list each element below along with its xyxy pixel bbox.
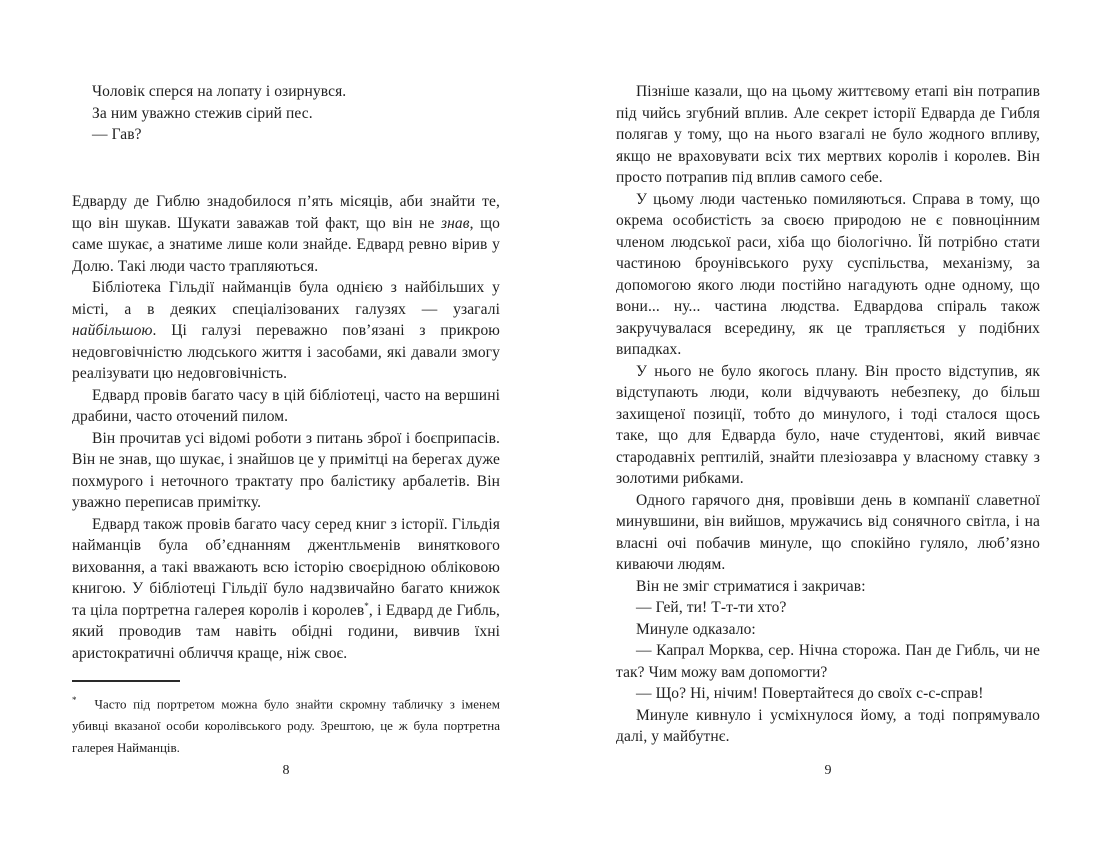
text-run: Едвард провів багато часу в цій бібліотеці, часто на вершині драбини, часто оточений пилом. (72, 386, 500, 425)
text-run: Пізніше казали, що на цьому життєвому етапі він потрапив під чийсь згубний вплив. Але секрет історії Едварда де Гибля полягав у тому, що на нього взагалі не було жодного впливу, якщо не враховувати всіх тих мертвих королів і королев. Він просто потрапив під вплив самого себе. (616, 83, 1040, 186)
text-run: — Гей, ти! Т-т-ти хто? (636, 599, 787, 616)
paragraph (616, 683, 1040, 705)
paragraph (616, 361, 1040, 490)
paragraph (72, 514, 500, 665)
paragraph (72, 191, 500, 277)
text-run: Він не зміг стриматися і закричав: (636, 577, 866, 595)
text-run: Бібліотека Гільдії найманців була однією з найбільших у місті, а в деяких спеціалізованих галузях — узагалі (72, 279, 500, 318)
text-run: Він прочитав усі відомі роботи з питань зброї і боєприпасів. Він не знав, що шукає, і знайшов це у примітці на берегах дуже похмурого і неточного трактату про балістику арбалетів. Він уважно переписав примітку. (72, 429, 500, 511)
text-run: , що саме шукає, а знатиме лише коли знайде. Едвард ревно вірив у Долю. Такі люди часто трапляються. (72, 214, 500, 275)
footnote-reference: * (364, 600, 369, 611)
text-run: За ним уважно стежив сірий пес. (92, 104, 313, 122)
paragraph (616, 81, 1040, 189)
paragraph (616, 705, 1040, 748)
text-run: Чоловік сперся на лопату і озирнувся. (92, 83, 347, 100)
text-run: У цьому люди частенько помиляються. Справа в тому, що окрема особистість за своєю природою не є повноцінним членом людської раси, хіба що біологічно. Їй потрібно стати частиною броунівського руху суспільства, механізму, за допомогою якого люди постійно нагадують одне одному, що вони... ну... частина людства. Едвардова спіраль також закручувалася всередину, як це трапляється у подібних випадках. (616, 190, 1040, 358)
page-number-left: 8 (282, 763, 290, 778)
text-run: — Капрал Морква, сер. Нічна сторожа. Пан де Гибль, чи не так? Чим можу вам допомогти? (616, 642, 1040, 681)
footnote-body: Часто під портретом можна було знайти скромну табличку з іменем убивці вказаної особи королівського роду. Зрештою, це ж була портретна галерея Найманців. (72, 696, 500, 756)
text-run: Минуле одказало: (636, 620, 756, 638)
opening-line (72, 81, 500, 103)
footnote (72, 680, 500, 759)
page-left (72, 0, 500, 850)
text-run: . Ці галузі переважно пов’язані з прикрою недовговічністю людського життя і засобами, які давали змогу реалізувати цю недовговічність. (72, 322, 500, 382)
page-right-body (616, 81, 1040, 748)
paragraph (72, 277, 500, 385)
footnote-marker: * (72, 695, 77, 705)
italic-text: знав (440, 214, 470, 232)
opening-lines (72, 81, 500, 146)
paragraph (616, 576, 1040, 598)
text-run: , і Едвард де Гибль, який проводив там навіть обідні години, вивчив їхні аристократичні обличчя краще, ніж своє. (72, 601, 500, 662)
text-run: У нього не було якогось плану. Він просто відступив, як відступають люди, коли відчувають небезпеку, до більш захищеної позиції, тобто до минулого, і тоді сталося щось таке, що для Едварда було, наче студентові, який вивчає стародавніх рептилій, знайти плезіозавра у власному ставку з золотими рибками. (616, 362, 1040, 487)
footnote-text (72, 689, 500, 759)
page-right (616, 0, 1040, 850)
italic-text: найбільшою (72, 322, 153, 339)
footnote-divider (72, 680, 180, 682)
page-left-body (72, 191, 500, 664)
opening-line (72, 103, 500, 125)
text-run: Минуле кивнуло і усміхнулося йому, а тоді попрямувало далі, у майбутнє. (616, 706, 1040, 745)
paragraph (616, 189, 1040, 361)
paragraph (616, 619, 1040, 641)
text-run: Едвард також провів багато часу серед книг з історії. Гільдія найманців була об’єднанням джентльменів виняткового виховання, а такі вважають всю історію своєрідною обліковою книгою. У бібліотеці Гільдії було надзвичайно багато книжок та ціла портретна галерея королів і королев (72, 515, 500, 619)
page-number-right: 9 (824, 763, 832, 778)
paragraph (72, 428, 500, 514)
text-run: Едварду де Гиблю знадобилося п’ять місяців, аби знайти те, що він шукав. Шукати заважав той факт, що він не (72, 193, 500, 232)
text-run: Одного гарячого дня, провівши день в компанії славетної минувшини, він вийшов, мружачись від сонячного світла, і на власні очі побачив минуле, що спокійно гуляло, люб’язно киваючи людям. (616, 491, 1040, 573)
paragraph (72, 385, 500, 428)
text-run: — Гав? (92, 126, 142, 143)
text-run: — Що? Ні, нічим! Повертайтеся до своїх с-с-справ! (636, 685, 984, 702)
opening-line (72, 124, 500, 146)
paragraph (616, 490, 1040, 576)
paragraph (616, 597, 1040, 619)
paragraph (616, 640, 1040, 683)
